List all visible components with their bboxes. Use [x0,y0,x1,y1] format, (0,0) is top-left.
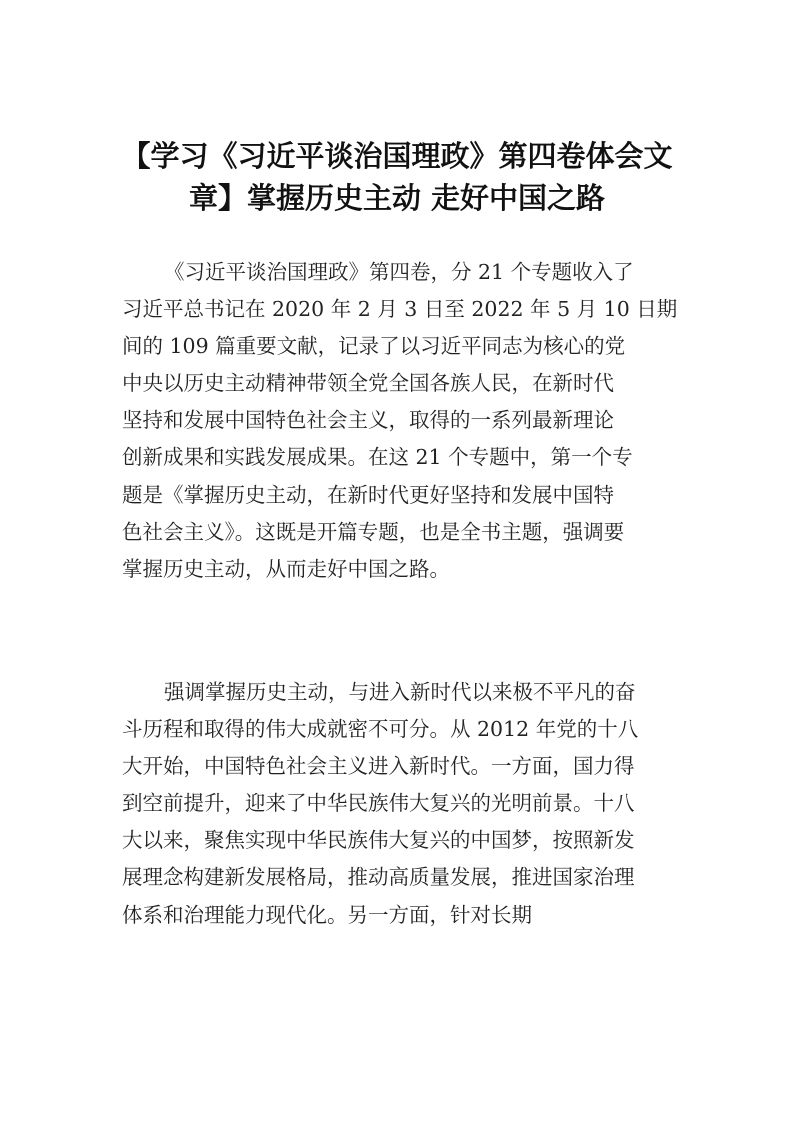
paragraph-line: 《习近平谈治国理政》第四卷，分 21 个专题收入了 [164,260,634,284]
paragraph-line: 色社会主义》。这既是开篇专题，也是全书主题，强调要 [122,519,625,544]
paragraph-line: 习近平总书记在 2020 年 2 月 3 日至 2022 年 5 月 10 日期 [122,297,678,322]
paragraph-1 [122,254,694,588]
paragraph-line: 大开始，中国特色社会主义进入新时代。一方面，国力得 [122,754,635,779]
paragraph-2 [122,674,694,934]
paragraph-line: 到空前提升，迎来了中华民族伟大复兴的光明前景。十八 [122,791,635,816]
paragraph-line: 体系和治理能力现代化。另一方面，针对长期 [122,902,532,927]
title-line: 章】掌握历史主动 走好中国之路 [188,181,606,215]
paragraph-line: 中央以历史主动精神带领全党全国各族人民，在新时代 [122,371,614,396]
paragraph-line: 强调掌握历史主动，与进入新时代以来极不平凡的奋 [164,680,636,704]
paragraph-line: 斗历程和取得的伟大成就密不可分。从 2012 年党的十八 [122,717,639,742]
document-title [108,135,686,219]
paragraph-line: 大以来，聚焦实现中华民族伟大复兴的中国梦，按照新发 [122,828,635,853]
paragraph-line: 间的 109 篇重要文献，记录了以习近平同志为核心的党 [122,334,626,359]
paragraph-line: 创新成果和实践发展成果。在这 21 个专题中，第一个专 [122,445,633,470]
paragraph-line: 坚持和发展中国特色社会主义，取得的一系列最新理论 [122,408,614,433]
paragraph-line: 展理念构建新发展格局，推动高质量发展，推进国家治理 [122,865,635,890]
title-line: 【学习《习近平谈治国理政》第四卷体会文 [121,139,673,173]
paragraph-line: 题是《掌握历史主动，在新时代更好坚持和发展中国特 [122,482,614,507]
paragraph-line: 掌握历史主动，从而走好中国之路。 [122,556,450,581]
